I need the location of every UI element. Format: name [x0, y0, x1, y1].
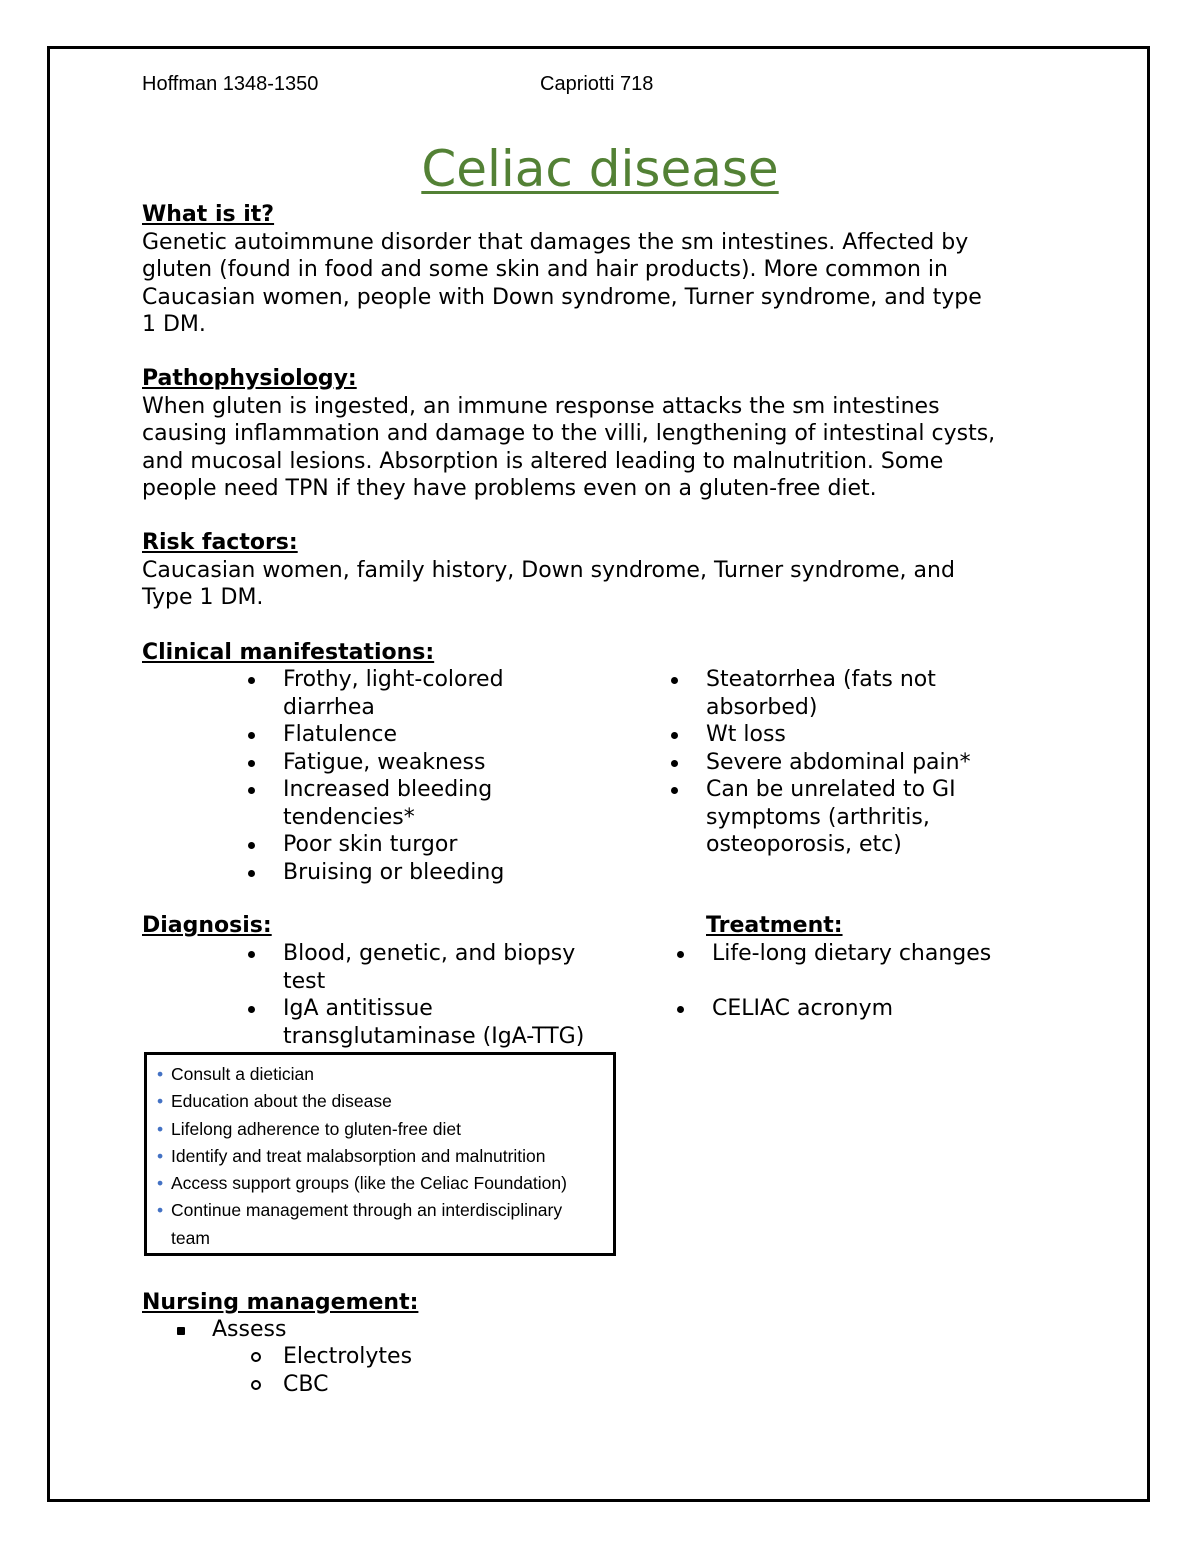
list-item: CBC: [248, 1371, 548, 1399]
list-item: Frothy, light-colored diarrhea: [243, 666, 543, 721]
bullet-icon: [248, 870, 255, 877]
bullet-icon: •: [157, 1091, 164, 1112]
list-item: • Access support groups (like the Celiac Foundation): [157, 1170, 613, 1197]
bullet-icon: [248, 732, 255, 739]
list-item: Wt loss: [666, 721, 986, 749]
bullet-icon: [248, 842, 255, 849]
list-item: CELIAC acronym: [672, 995, 1072, 1023]
paragraph-line: Caucasian women, family history, Down syndrome, Turner syndrome, and: [142, 557, 955, 583]
paragraph-line: Type 1 DM.: [142, 585, 264, 610]
circle-bullet-icon: [251, 1380, 261, 1390]
bullet-icon: [671, 732, 678, 739]
diagnosis-heading: Diagnosis:: [142, 913, 272, 938]
bullet-icon: [677, 1006, 684, 1013]
nursing-management-heading: Nursing management:: [142, 1290, 419, 1315]
bullet-icon: [671, 787, 678, 794]
list-item: IgA antitissue transglutaminase (IgA-TTG): [243, 995, 623, 1050]
bullet-icon: [677, 951, 684, 958]
bullet-icon: [671, 677, 678, 684]
list-item: • Consult a dietician: [157, 1061, 613, 1088]
list-item: Increased bleeding tendencies*: [243, 776, 543, 831]
bullet-icon: •: [157, 1118, 164, 1139]
diagnosis-list: [243, 940, 623, 1050]
bullet-icon: •: [157, 1064, 164, 1084]
bullet-icon: [177, 1327, 185, 1335]
list-item: Bruising or bleeding: [243, 859, 543, 887]
clinical-list-right: [666, 666, 986, 859]
paragraph-line: gluten (found in food and some skin and hair products). More common in: [142, 257, 948, 282]
clinical-list-left: [243, 666, 543, 886]
section-what-is-it: [142, 201, 1082, 339]
circle-bullet-icon: [251, 1352, 261, 1362]
section-risk-factors: [142, 529, 1082, 612]
list-item: • Continue management through an interdisciplinary team: [157, 1197, 613, 1252]
paragraph-line: and mucosal lesions. Absorption is altered leading to malnutrition. Some: [142, 448, 944, 474]
nursing-list: [172, 1316, 472, 1344]
list-item: Steatorrhea (fats not absorbed): [666, 666, 986, 721]
paragraph-line: people need TPN if they have problems even on a gluten-free diet.: [142, 476, 877, 501]
paragraph-line: When gluten is ingested, an immune response attacks the sm intestines: [142, 393, 940, 419]
section-heading: Risk factors:: [142, 530, 298, 555]
paragraph-line: causing inflammation and damage to the villi, lengthening of intestinal cysts,: [142, 421, 996, 446]
bullet-icon: [248, 787, 255, 794]
paragraph-line: 1 DM.: [142, 312, 206, 337]
list-item: • Education about the disease: [157, 1088, 613, 1115]
bullet-icon: [671, 760, 678, 767]
nursing-sublist: [248, 1343, 548, 1398]
clinical-manifestations-heading: Clinical manifestations:: [142, 640, 435, 665]
bullet-icon: •: [157, 1200, 164, 1221]
section-heading: What is it?: [142, 202, 275, 227]
bullet-icon: •: [157, 1173, 164, 1194]
list-item: Fatigue, weakness: [243, 749, 543, 777]
section-heading: Pathophysiology:: [142, 366, 357, 391]
list-item: Severe abdominal pain*: [666, 749, 986, 777]
list-item: Electrolytes: [248, 1343, 548, 1371]
reference-capriotti: Capriotti 718: [540, 73, 654, 95]
bullet-icon: [248, 760, 255, 767]
bullet-icon: [248, 951, 255, 958]
list-item: • Identify and treat malabsorption and malnutrition: [157, 1143, 613, 1170]
list-item: Blood, genetic, and biopsy test: [243, 940, 623, 995]
section-pathophysiology: [142, 365, 1082, 503]
treatment-heading: Treatment:: [706, 913, 843, 938]
list-item: • Lifelong adherence to gluten-free diet: [157, 1116, 613, 1143]
bullet-icon: [248, 1006, 255, 1013]
paragraph-line: Caucasian women, people with Down syndrome, Turner syndrome, and type: [142, 284, 982, 310]
treatment-list: [672, 940, 1072, 1023]
list-item: Life-long dietary changes: [672, 940, 1072, 968]
reference-hoffman: Hoffman 1348-1350: [142, 73, 319, 95]
celiac-acronym-box: [144, 1052, 616, 1256]
bullet-icon: [248, 677, 255, 684]
list-item: Poor skin turgor: [243, 831, 543, 859]
bullet-icon: •: [157, 1145, 164, 1166]
page-title: Celiac disease: [421, 140, 779, 198]
list-item: Assess: [172, 1316, 472, 1344]
list-item: Flatulence: [243, 721, 543, 749]
list-item: Can be unrelated to GI symptoms (arthritis, osteoporosis, etc): [666, 776, 986, 859]
paragraph-line: Genetic autoimmune disorder that damages the sm intestines. Affected by: [142, 229, 969, 255]
